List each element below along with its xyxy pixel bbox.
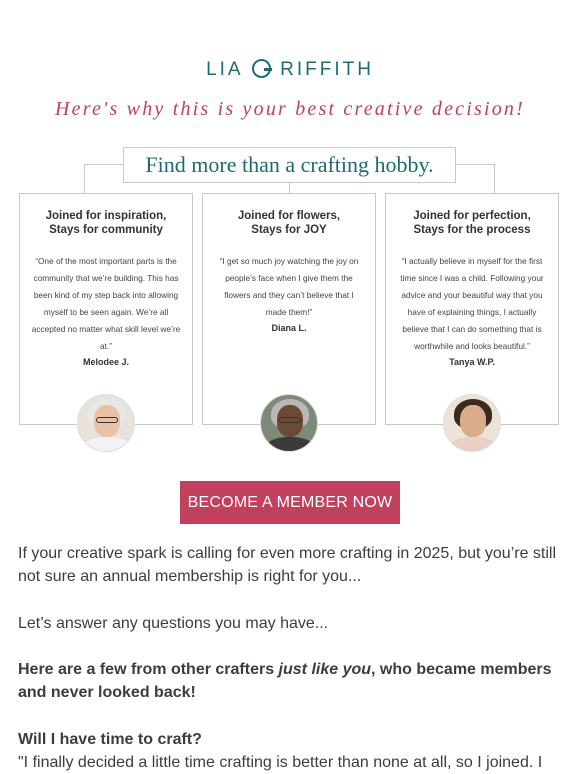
avatar-melodee — [77, 394, 135, 452]
testimonial-card-3 — [385, 193, 559, 425]
section-headline: Find more than a crafting hobby. — [123, 147, 456, 183]
bracket-left — [84, 164, 124, 193]
avatar-tanya — [443, 394, 501, 452]
logo-text-right: RIFFITH — [280, 59, 374, 80]
logo-g-mark — [252, 59, 271, 78]
card-author: Tanya W.P. — [449, 357, 495, 367]
testimonial-card-2 — [202, 193, 376, 425]
emphasis-text: just like you — [278, 661, 372, 678]
become-member-button[interactable]: BECOME A MEMBER NOW — [180, 481, 400, 524]
card-author: Melodee J. — [82, 357, 129, 367]
bracket-right — [455, 164, 495, 193]
card-quote: “I get so much joy watching the joy on people’s face when I give them the flowers and they can’t believe that I made them!” — [219, 256, 359, 317]
avatar-diana — [260, 394, 318, 452]
card-quote: “One of the most important parts is the community that we’re building. This has been kind of my step back into allowing myself to be seen again. We’re all accepted no matter what skill level we’re at.” — [31, 256, 181, 351]
questions-paragraph: Let’s answer any questions you may have... — [18, 615, 329, 632]
crafters-paragraph: Here are a few from other crafters just like you, who became members and never looked back! — [18, 661, 552, 701]
card-title: Joined for flowers, Stays for JOY — [237, 210, 341, 236]
testimonial-card-1 — [19, 193, 193, 425]
brand-logo[interactable] — [0, 56, 580, 81]
intro-paragraph: If your creative spark is calling for even more crafting in 2025, but you’re still not sure an annual membership is right for you... — [18, 545, 557, 585]
card-title: Joined for inspiration, Stays for community — [45, 210, 167, 236]
tagline: Here's why this is your best creative decision! — [54, 98, 525, 120]
faq-answer-1: "I finally decided a little time crafting is better than none at all, so I joined. I — [18, 754, 543, 771]
card-author: Diana L. — [271, 323, 307, 333]
card-title: Joined for perfection, Stays for the process — [413, 210, 531, 236]
logo-text-left: LIA — [206, 59, 243, 80]
bracket-center — [289, 183, 290, 193]
faq-question-1: Will I have time to craft? — [18, 731, 202, 748]
card-quote: “I actually believe in myself for the first time since I was a child. Following your advice and your beautiful way that you have of explaining things, I actually believe that I can do something that is worthwhile and looks beautiful.” — [400, 256, 544, 351]
